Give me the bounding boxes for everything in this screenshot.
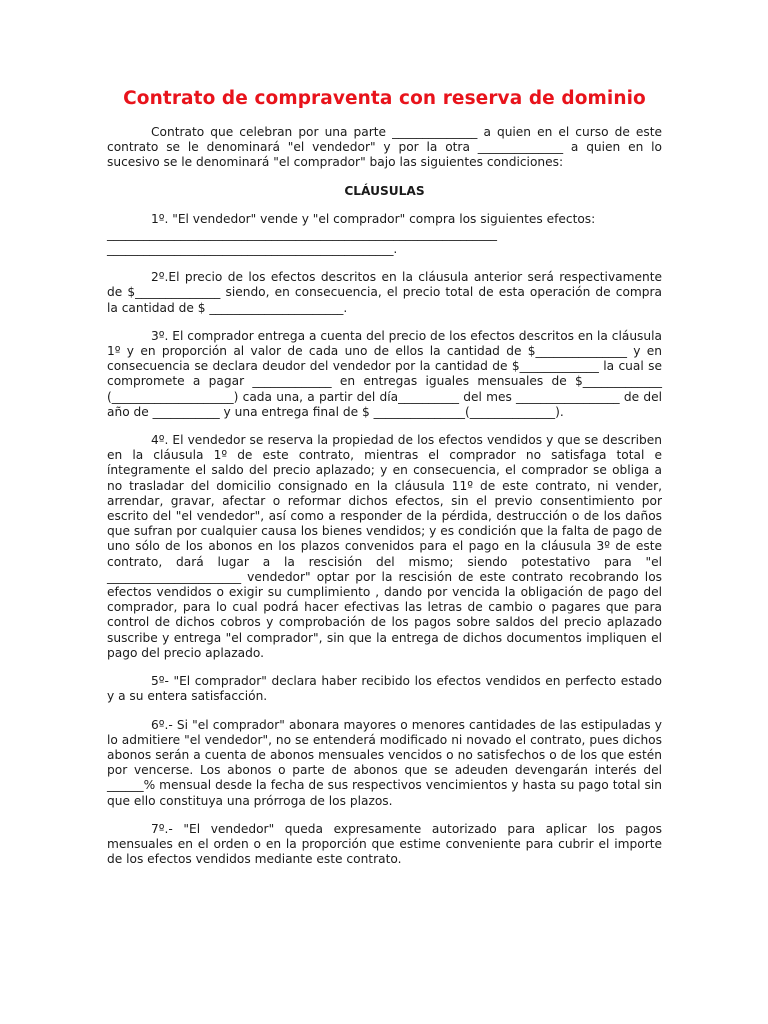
clause-5: 5º- "El comprador" declara haber recibido los efectos vendidos en perfecto estado y a su entera satisfacción. — [107, 674, 662, 704]
clause-1-blank-line-b: _______________________________________________. — [107, 242, 398, 257]
intro-paragraph: Contrato que celebran por una parte ______________ a quien en el curso de este contrato se le denominará "el vendedor" y por la otra ______________ a quien en lo sucesivo se le denominará "el comprador" bajo las siguientes condiciones: — [107, 125, 662, 170]
clauses-heading: CLÁUSULAS — [344, 183, 425, 198]
clause-4: 4º. El vendedor se reserva la propiedad de los efectos vendidos y que se describen en la cláusula 1º de este contrato, mientras el comprador no satisfaga total e íntegramente el saldo del precio aplazado; y en consecuencia, el comprador se obliga a no trasladar del domicilio consignado en la cláusula 11º de este contrato, ni vender, arrendar, gravar, afectar o reformar dichos efectos, sin el previo consentimiento por escrito del "el vendedor", así como a responder de la pérdida, destrucción o de los daños que sufran por cualquier causa los bienes vendidos; y es condición que la falta de pago de uno sólo de los abonos en los plazos convenidos para el pago en la cláusula 3º de este contrato, dará lugar a la rescisión del mismo; siendo potestativo para "el ______________________ vendedor" optar por la rescisión de este contrato recobrando los efectos vendidos o exigir su cumplimiento , dando por vencida la obligación de pago del comprador, para lo cual podrá hacer efectivas las letras de cambio o pagares que para control de dichos cobros y comprobación de los pagos sobre saldos del precio aplazado suscribe y entrega "el comprador", sin que la entrega de dichos documentos impliquen el pago del precio aplazado. — [107, 433, 662, 660]
clause-7: 7º.- "El vendedor" queda expresamente autorizado para aplicar los pagos mensuales en el orden o en la proporción que estime conveniente para cubrir el importe de los efectos vendidos mediante este contrato. — [107, 821, 662, 867]
clause-1-blank-line-a: ________________________________________________________________ — [107, 226, 497, 241]
clause-1 — [107, 212, 662, 258]
clause-3: 3º. El comprador entrega a cuenta del precio de los efectos descritos en la cláusula 1º y en proporción al valor de cada uno de ellos la cantidad de $_______________ y en consecuencia se declara deudor del vendedor por la cantidad de $_____________ la cual se compromete a pagar _____________ en entregas iguales mensuales de $_____________ (____________________) cada una, a partir del día__________ del mes _________________ de del año de ___________ y una entrega final de $ _______________(______________). — [107, 328, 662, 419]
document-title: Contrato de compraventa con reserva de dominio — [123, 88, 646, 109]
clause-2: 2º.El precio de los efectos descritos en la cláusula anterior será respectivamente de $______________ siendo, en consecuencia, el precio total de esta operación de compra la cantidad de $ ______________________. — [107, 270, 662, 315]
clause-6: 6º.- Si "el comprador" abonara mayores o menores cantidades de las estipuladas y lo admitiere "el vendedor", no se entenderá modificado ni novado el contrato, pues dichos abonos serán a cuenta de abonos mensuales vencidos o no satisfechos o de los que estén por vencerse. Los abonos o parte de abonos que se adeuden devengarán interés del ______% mensual desde la fecha de sus respectivos vencimientos y hasta su pago total sin que ello constituya una prórroga de los plazos. — [107, 717, 662, 808]
clause-1-text: 1º. "El vendedor" vende y "el comprador" compra los siguientes efectos: — [151, 211, 596, 226]
